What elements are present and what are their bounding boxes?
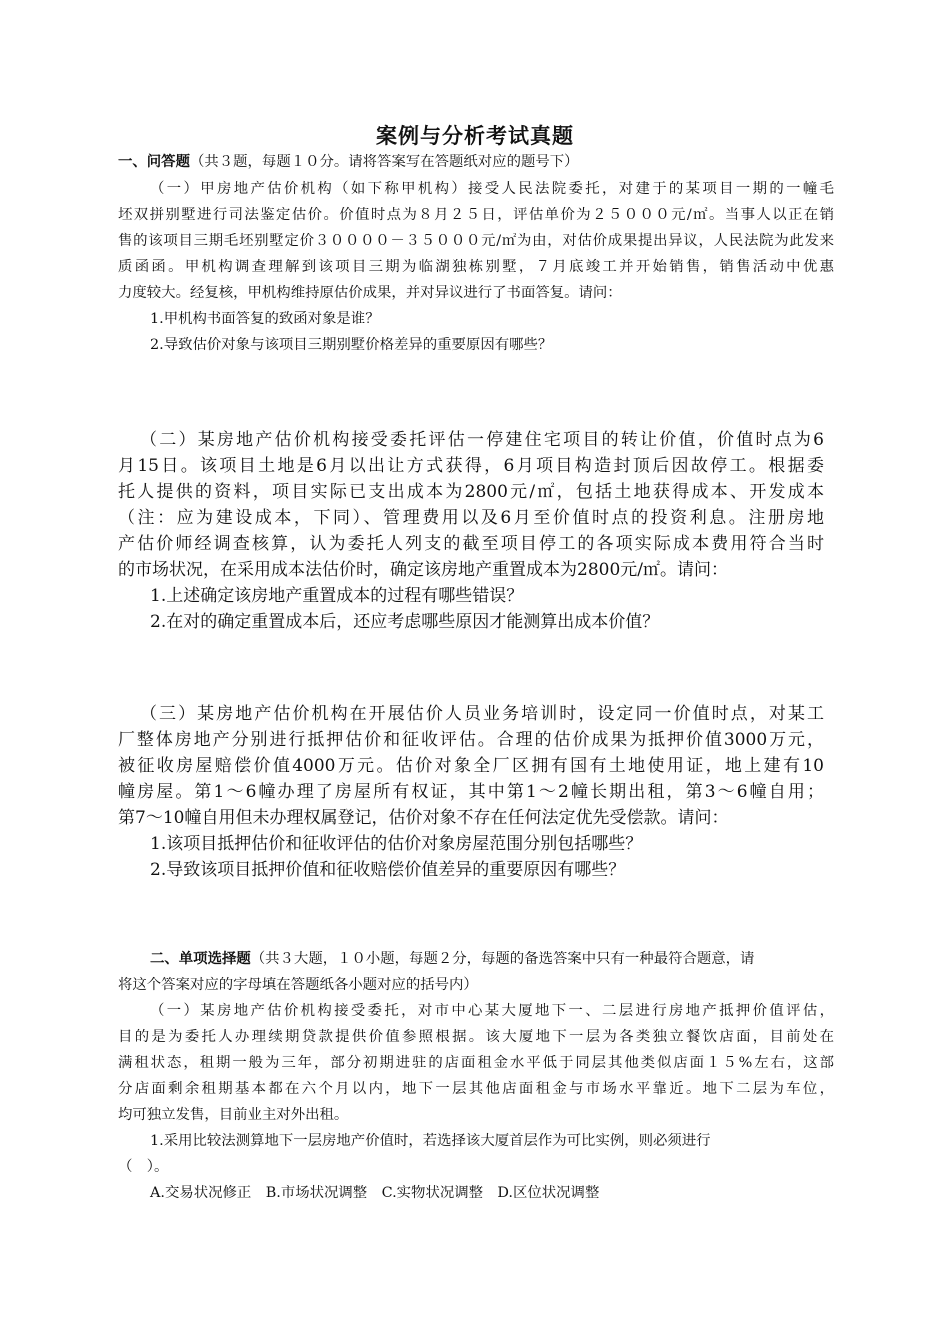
case1-line-1: （一）甲房地产估价机构（如下称甲机构）接受人民法院委托，对建于的某项目一期的一幢毛 <box>150 181 834 197</box>
s2-case1-line-1: （一）某房地产估价机构接受委托，对市中心某大厦地下一、二层进行房地产抵押价值评估， <box>150 1003 834 1019</box>
case2-question-1: 1.上述确定该房地产重置成本的过程有哪些错误？ <box>150 586 524 606</box>
section1-heading: 一、问答题 <box>118 153 190 170</box>
case1-line-2: 坯双拼别墅进行司法鉴定估价。价值时点为８月２５日，评估单价为２５０００元/㎡。当事人以正在销 <box>118 207 834 223</box>
s2-case1-line-2: 目的是为委托人办理续期贷款提供价值参照根据。该大厦地下一层为各类独立餐饮店面，目前处在 <box>118 1029 834 1045</box>
s2-case1-line-4: 分店面剩余租期基本都在六个月以内，地下一层其他店面租金与市场水平靠近。地下二层为车位， <box>118 1081 834 1097</box>
s2-case1-line-3: 满租状态，租期一般为三年，部分初期进驻的店面租金水平低于同层其他类似店面１５%左右，这部 <box>118 1055 834 1071</box>
case1-line-4: 质函函。甲机构调查理解到该项目三期为临湖独栋别墅，７月底竣工并开始销售，销售活动中优惠 <box>118 259 834 275</box>
case2-line-3: 托人提供的资料，项目实际已支出成本为2800元/㎡，包括土地获得成本、开发成本 <box>118 482 824 502</box>
case3-line-2: 厂整体房地产分别进行抵押估价和征收评估。合理的估价成果为抵押价值3000万元， <box>118 730 824 750</box>
case3-question-2: 2.导致该项目抵押价值和征收赔偿价值差异的重要原因有哪些？ <box>150 860 626 880</box>
section2-heading: 二、单项选择题 <box>150 950 251 967</box>
section1-header <box>118 150 579 171</box>
case1-line-5: 力度较大。经复核，甲机构维持原估价成果，并对异议进行了书面答复。请问： <box>118 285 622 301</box>
case3-line-5: 第7～10幢自用但未办理权属登记，估价对象不存在任何法定优先受偿款。请问： <box>118 808 729 828</box>
case1-line-3: 售的该项目三期毛坯别墅定价３００００－３５０００元/㎡为由，对估价成果提出异议，人民法院为此发来 <box>118 233 834 249</box>
case1-question-1: 1.甲机构书面答复的致函对象是谁？ <box>150 311 380 327</box>
s2-case1-line-5: 均可独立发售，目前业主对外出租。 <box>118 1107 349 1123</box>
section2-header <box>150 947 754 968</box>
case3-line-1: （三）某房地产估价机构在开展估价人员业务培训时，设定同一价值时点，对某工 <box>140 704 824 724</box>
section2-note-line-2: 将这个答案对应的字母填在答题纸各小题对应的括号内） <box>118 977 478 993</box>
page-title: 案例与分析考试真题 <box>376 123 574 148</box>
s2-case1-options: A.交易状况修正 B.市场状况调整 C.实物状况调整 D.区位状况调整 <box>150 1185 600 1201</box>
case2-line-4: （注：应为建设成本，下同）、管理费用以及6月至价值时点的投资利息。注册房地 <box>118 508 824 528</box>
case1-question-2: 2.导致估价对象与该项目三期别墅价格差异的重要原因有哪些？ <box>150 337 553 353</box>
case2-line-2: 月15日。该项目土地是6月以出让方式获得，6月项目构造封顶后因故停工。根据委 <box>118 456 824 476</box>
section1-note: （共３题，每题１０分。请将答案写在答题纸对应的题号下） <box>189 154 579 170</box>
case2-question-2: 2.在对的确定重置成本后，还应考虑哪些原因才能测算出成本价值？ <box>150 612 660 632</box>
case2-line-5: 产估价师经调查核算，认为委托人列支的截至项目停工的各项实际成本费用符合当时 <box>118 534 824 554</box>
s2-case1-question-1-blank: （ ）。 <box>118 1159 169 1175</box>
section2-note: （共３大题，１０小题，每题２分，每题的备选答案中只有一种最符合题意，请 <box>250 951 755 967</box>
case3-line-3: 被征收房屋赔偿价值4000万元。估价对象全厂区拥有国有土地使用证，地上建有10 <box>118 756 824 776</box>
case2-line-1: （二）某房地产估价机构接受委托评估一停建住宅项目的转让价值，价值时点为6 <box>140 430 824 450</box>
case3-question-1: 1.该项目抵押估价和征收评估的估价对象房屋范围分别包括哪些？ <box>150 834 643 854</box>
s2-case1-question-1: 1.采用比较法测算地下一层房地产价值时，若选择该大厦首层作为可比实例，则必须进行 <box>150 1133 711 1149</box>
case3-line-4: 幢房屋。第1～6幢办理了房屋所有权证，其中第1～2幢长期出租，第3～6幢自用； <box>118 782 824 802</box>
case2-line-6: 的市场状况，在采用成本法估价时，确定该房地产重置成本为2800元/㎡。请问： <box>118 560 728 580</box>
